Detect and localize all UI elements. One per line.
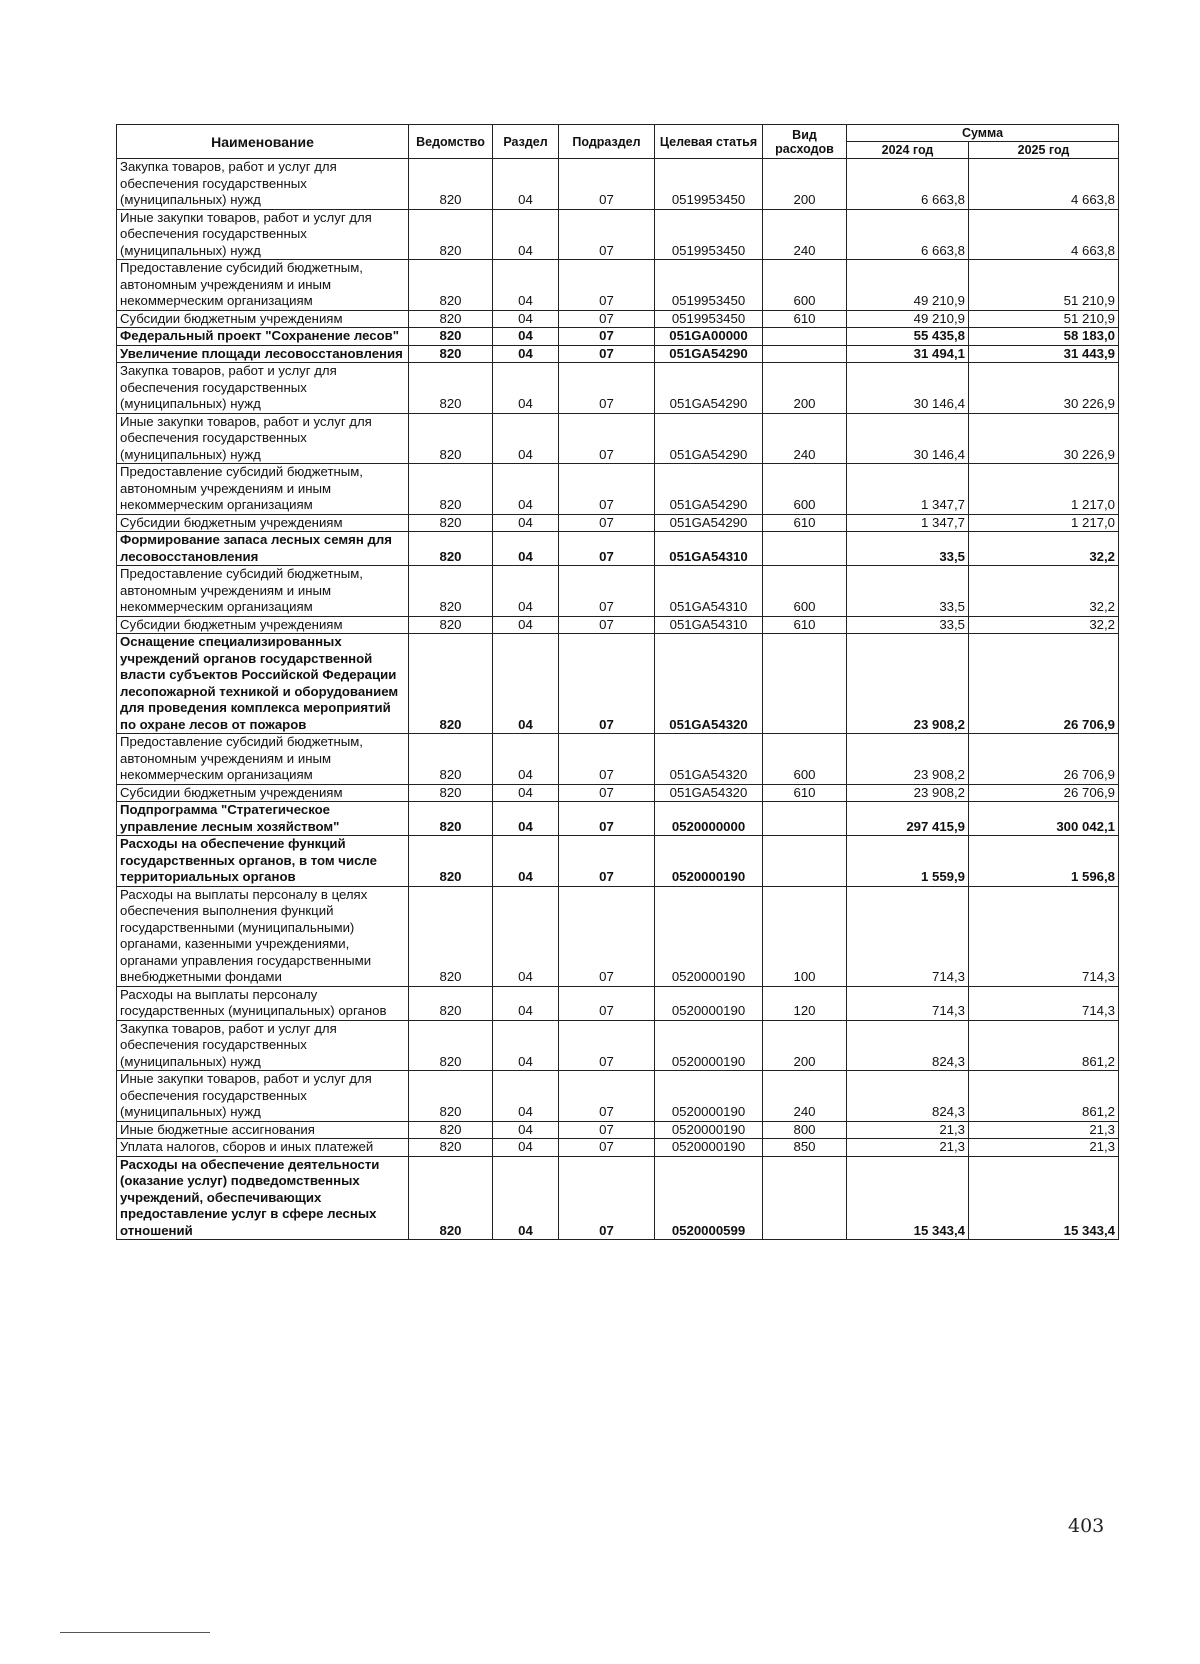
- row-amount-2025: 30 226,9: [969, 413, 1119, 464]
- row-section: 04: [493, 159, 559, 210]
- row-department: 820: [409, 1156, 493, 1240]
- table-row: [117, 566, 1119, 617]
- row-expense-type: 850: [763, 1139, 847, 1157]
- row-name: Увеличение площади лесовосстановления: [117, 345, 409, 363]
- row-amount-2024: 824,3: [847, 1071, 969, 1122]
- row-department: 820: [409, 345, 493, 363]
- row-department: 820: [409, 886, 493, 986]
- table-row: [117, 886, 1119, 986]
- row-section: 04: [493, 836, 559, 887]
- row-name: Предоставление субсидий бюджетным, автономным учреждениям и иным некоммерческим организациям: [117, 464, 409, 515]
- row-name: Иные закупки товаров, работ и услуг для обеспечения государственных (муниципальных) нужд: [117, 209, 409, 260]
- row-section: 04: [493, 986, 559, 1020]
- table-row: [117, 345, 1119, 363]
- row-expense-type: 600: [763, 566, 847, 617]
- row-name: Предоставление субсидий бюджетным, автономным учреждениям и иным некоммерческим организациям: [117, 260, 409, 311]
- table-row: [117, 1020, 1119, 1071]
- row-amount-2024: 23 908,2: [847, 734, 969, 785]
- row-target-item: 051GA54310: [655, 616, 763, 634]
- row-target-item: 051GA54290: [655, 514, 763, 532]
- row-amount-2024: 21,3: [847, 1121, 969, 1139]
- row-amount-2024: 6 663,8: [847, 159, 969, 210]
- table-row: [117, 1071, 1119, 1122]
- row-target-item: 051GA54320: [655, 734, 763, 785]
- row-target-item: 051GA54290: [655, 464, 763, 515]
- row-target-item: 0520000190: [655, 1071, 763, 1122]
- row-amount-2024: 1 347,7: [847, 464, 969, 515]
- row-subsection: 07: [559, 514, 655, 532]
- table-row: [117, 209, 1119, 260]
- row-target-item: 0520000190: [655, 986, 763, 1020]
- row-expense-type: [763, 532, 847, 566]
- row-section: 04: [493, 802, 559, 836]
- row-department: 820: [409, 310, 493, 328]
- row-section: 04: [493, 514, 559, 532]
- footnote-rule: [60, 1632, 210, 1633]
- table-row: [117, 802, 1119, 836]
- row-section: 04: [493, 260, 559, 311]
- row-section: 04: [493, 634, 559, 734]
- row-target-item: 051GA54290: [655, 363, 763, 414]
- row-department: 820: [409, 1121, 493, 1139]
- row-name: Предоставление субсидий бюджетным, автономным учреждениям и иным некоммерческим организациям: [117, 734, 409, 785]
- row-name: Уплата налогов, сборов и иных платежей: [117, 1139, 409, 1157]
- row-subsection: 07: [559, 566, 655, 617]
- row-section: 04: [493, 345, 559, 363]
- row-amount-2024: 49 210,9: [847, 260, 969, 311]
- row-section: 04: [493, 328, 559, 346]
- row-amount-2024: 31 494,1: [847, 345, 969, 363]
- row-subsection: 07: [559, 734, 655, 785]
- table-row: [117, 514, 1119, 532]
- row-subsection: 07: [559, 328, 655, 346]
- header-section: Раздел: [493, 125, 559, 159]
- row-amount-2025: 31 443,9: [969, 345, 1119, 363]
- row-section: 04: [493, 1139, 559, 1157]
- row-subsection: 07: [559, 886, 655, 986]
- table-row: [117, 532, 1119, 566]
- row-department: 820: [409, 986, 493, 1020]
- row-subsection: 07: [559, 802, 655, 836]
- header-year-2025: 2025 год: [969, 142, 1119, 159]
- row-target-item: 051GA54310: [655, 532, 763, 566]
- row-amount-2024: 33,5: [847, 532, 969, 566]
- row-amount-2025: 714,3: [969, 886, 1119, 986]
- row-department: 820: [409, 566, 493, 617]
- row-target-item: 0520000599: [655, 1156, 763, 1240]
- row-target-item: 051GA54320: [655, 634, 763, 734]
- row-expense-type: 240: [763, 413, 847, 464]
- row-section: 04: [493, 413, 559, 464]
- row-subsection: 07: [559, 209, 655, 260]
- row-target-item: 0519953450: [655, 260, 763, 311]
- row-department: 820: [409, 836, 493, 887]
- row-target-item: 051GA54320: [655, 784, 763, 802]
- row-name: Субсидии бюджетным учреждениям: [117, 784, 409, 802]
- row-name: Субсидии бюджетным учреждениям: [117, 514, 409, 532]
- row-subsection: 07: [559, 413, 655, 464]
- row-target-item: 0519953450: [655, 159, 763, 210]
- row-name: Иные закупки товаров, работ и услуг для обеспечения государственных (муниципальных) нужд: [117, 1071, 409, 1122]
- row-department: 820: [409, 363, 493, 414]
- row-section: 04: [493, 886, 559, 986]
- row-amount-2025: 21,3: [969, 1139, 1119, 1157]
- row-expense-type: [763, 802, 847, 836]
- row-name: Закупка товаров, работ и услуг для обеспечения государственных (муниципальных) нужд: [117, 1020, 409, 1071]
- row-amount-2025: 32,2: [969, 532, 1119, 566]
- table-row: [117, 310, 1119, 328]
- row-section: 04: [493, 1071, 559, 1122]
- row-amount-2025: 26 706,9: [969, 734, 1119, 785]
- row-amount-2025: 4 663,8: [969, 159, 1119, 210]
- row-subsection: 07: [559, 345, 655, 363]
- row-target-item: 051GA00000: [655, 328, 763, 346]
- table-body: [117, 159, 1119, 1240]
- row-department: 820: [409, 1020, 493, 1071]
- row-amount-2025: 15 343,4: [969, 1156, 1119, 1240]
- row-name: Субсидии бюджетным учреждениям: [117, 616, 409, 634]
- row-department: 820: [409, 413, 493, 464]
- row-subsection: 07: [559, 310, 655, 328]
- row-target-item: 0520000000: [655, 802, 763, 836]
- row-name: Иные закупки товаров, работ и услуг для обеспечения государственных (муниципальных) нужд: [117, 413, 409, 464]
- budget-table: [116, 124, 1119, 1240]
- table-row: [117, 616, 1119, 634]
- row-amount-2024: 21,3: [847, 1139, 969, 1157]
- row-subsection: 07: [559, 784, 655, 802]
- table-row: [117, 260, 1119, 311]
- header-amount: Сумма: [847, 125, 1119, 142]
- row-expense-type: 200: [763, 363, 847, 414]
- row-expense-type: 610: [763, 784, 847, 802]
- row-expense-type: [763, 1156, 847, 1240]
- row-expense-type: 120: [763, 986, 847, 1020]
- row-amount-2025: 51 210,9: [969, 260, 1119, 311]
- row-target-item: 051GA54310: [655, 566, 763, 617]
- row-section: 04: [493, 1121, 559, 1139]
- row-department: 820: [409, 1139, 493, 1157]
- row-section: 04: [493, 209, 559, 260]
- row-amount-2025: 714,3: [969, 986, 1119, 1020]
- row-subsection: 07: [559, 634, 655, 734]
- table-row: [117, 1156, 1119, 1240]
- row-department: 820: [409, 464, 493, 515]
- row-target-item: 0520000190: [655, 886, 763, 986]
- row-target-item: 0519953450: [655, 209, 763, 260]
- row-expense-type: 610: [763, 616, 847, 634]
- row-amount-2025: 51 210,9: [969, 310, 1119, 328]
- row-amount-2025: 1 217,0: [969, 514, 1119, 532]
- row-amount-2024: 714,3: [847, 986, 969, 1020]
- table-row: [117, 159, 1119, 210]
- row-target-item: 0520000190: [655, 1121, 763, 1139]
- row-department: 820: [409, 616, 493, 634]
- row-subsection: 07: [559, 159, 655, 210]
- row-amount-2025: 861,2: [969, 1020, 1119, 1071]
- table-row: [117, 836, 1119, 887]
- row-subsection: 07: [559, 1071, 655, 1122]
- row-target-item: 0520000190: [655, 836, 763, 887]
- row-amount-2024: 33,5: [847, 566, 969, 617]
- row-expense-type: 200: [763, 1020, 847, 1071]
- row-target-item: 0519953450: [655, 310, 763, 328]
- row-department: 820: [409, 514, 493, 532]
- row-subsection: 07: [559, 836, 655, 887]
- row-expense-type: 610: [763, 514, 847, 532]
- table-row: [117, 986, 1119, 1020]
- row-expense-type: 600: [763, 464, 847, 515]
- row-expense-type: [763, 345, 847, 363]
- table-row: [117, 363, 1119, 414]
- row-name: Закупка товаров, работ и услуг для обеспечения государственных (муниципальных) нужд: [117, 159, 409, 210]
- header-year-2024: 2024 год: [847, 142, 969, 159]
- row-amount-2024: 714,3: [847, 886, 969, 986]
- row-target-item: 051GA54290: [655, 413, 763, 464]
- table-row: [117, 464, 1119, 515]
- row-expense-type: [763, 836, 847, 887]
- row-department: 820: [409, 159, 493, 210]
- row-subsection: 07: [559, 260, 655, 311]
- row-amount-2025: 861,2: [969, 1071, 1119, 1122]
- row-department: 820: [409, 784, 493, 802]
- row-amount-2024: 33,5: [847, 616, 969, 634]
- row-subsection: 07: [559, 363, 655, 414]
- row-subsection: 07: [559, 532, 655, 566]
- row-expense-type: 800: [763, 1121, 847, 1139]
- row-subsection: 07: [559, 1020, 655, 1071]
- row-subsection: 07: [559, 986, 655, 1020]
- header-name: Наименование: [117, 125, 409, 159]
- row-amount-2024: 49 210,9: [847, 310, 969, 328]
- row-target-item: 0520000190: [655, 1139, 763, 1157]
- row-department: 820: [409, 328, 493, 346]
- row-section: 04: [493, 464, 559, 515]
- table-row: [117, 413, 1119, 464]
- row-name: Расходы на выплаты персоналу в целях обеспечения выполнения функций государственными (муниципальными) органами, казенными учреждениями, органами управления государственными внебюджетными фондами: [117, 886, 409, 986]
- row-amount-2024: 1 559,9: [847, 836, 969, 887]
- row-name: Оснащение специализированных учреждений органов государственной власти субъектов Российской Федерации лесопожарной техникой и оборудованием для проведения комплекса мероприятий по охране лесов от пожаров: [117, 634, 409, 734]
- row-expense-type: [763, 634, 847, 734]
- table-row: [117, 1139, 1119, 1157]
- row-amount-2025: 1 217,0: [969, 464, 1119, 515]
- header-subsection: Подраздел: [559, 125, 655, 159]
- row-section: 04: [493, 784, 559, 802]
- row-expense-type: [763, 328, 847, 346]
- row-amount-2025: 4 663,8: [969, 209, 1119, 260]
- row-amount-2024: 6 663,8: [847, 209, 969, 260]
- row-expense-type: 100: [763, 886, 847, 986]
- row-name: Субсидии бюджетным учреждениям: [117, 310, 409, 328]
- row-amount-2024: 55 435,8: [847, 328, 969, 346]
- row-name: Федеральный проект "Сохранение лесов": [117, 328, 409, 346]
- row-amount-2024: 297 415,9: [847, 802, 969, 836]
- table-row: [117, 784, 1119, 802]
- row-section: 04: [493, 734, 559, 785]
- row-expense-type: 200: [763, 159, 847, 210]
- row-amount-2025: 26 706,9: [969, 634, 1119, 734]
- row-amount-2025: 32,2: [969, 566, 1119, 617]
- row-name: Иные бюджетные ассигнования: [117, 1121, 409, 1139]
- row-expense-type: 240: [763, 209, 847, 260]
- row-target-item: 0520000190: [655, 1020, 763, 1071]
- table-row: [117, 734, 1119, 785]
- row-amount-2025: 21,3: [969, 1121, 1119, 1139]
- row-amount-2024: 1 347,7: [847, 514, 969, 532]
- row-subsection: 07: [559, 464, 655, 515]
- row-subsection: 07: [559, 1121, 655, 1139]
- row-department: 820: [409, 260, 493, 311]
- row-name: Формирование запаса лесных семян для лесовосстановления: [117, 532, 409, 566]
- header-target-item: Целевая статья: [655, 125, 763, 159]
- row-section: 04: [493, 532, 559, 566]
- row-name: Закупка товаров, работ и услуг для обеспечения государственных (муниципальных) нужд: [117, 363, 409, 414]
- row-amount-2025: 32,2: [969, 616, 1119, 634]
- row-subsection: 07: [559, 616, 655, 634]
- row-expense-type: 610: [763, 310, 847, 328]
- row-section: 04: [493, 1020, 559, 1071]
- row-amount-2025: 30 226,9: [969, 363, 1119, 414]
- row-department: 820: [409, 734, 493, 785]
- row-department: 820: [409, 209, 493, 260]
- row-amount-2024: 23 908,2: [847, 784, 969, 802]
- row-section: 04: [493, 1156, 559, 1240]
- row-name: Расходы на выплаты персоналу государственных (муниципальных) органов: [117, 986, 409, 1020]
- row-target-item: 051GA54290: [655, 345, 763, 363]
- row-name: Расходы на обеспечение функций государственных органов, в том числе территориальных органов: [117, 836, 409, 887]
- row-amount-2025: 300 042,1: [969, 802, 1119, 836]
- row-amount-2024: 23 908,2: [847, 634, 969, 734]
- row-amount-2025: 1 596,8: [969, 836, 1119, 887]
- row-section: 04: [493, 566, 559, 617]
- header-department: Ведомство: [409, 125, 493, 159]
- row-subsection: 07: [559, 1139, 655, 1157]
- row-section: 04: [493, 310, 559, 328]
- row-subsection: 07: [559, 1156, 655, 1240]
- row-department: 820: [409, 1071, 493, 1122]
- row-amount-2025: 26 706,9: [969, 784, 1119, 802]
- row-expense-type: 240: [763, 1071, 847, 1122]
- row-amount-2024: 824,3: [847, 1020, 969, 1071]
- header-expense-type: Вид расходов: [763, 125, 847, 159]
- row-amount-2024: 30 146,4: [847, 363, 969, 414]
- row-amount-2025: 58 183,0: [969, 328, 1119, 346]
- table-row: [117, 328, 1119, 346]
- row-amount-2024: 15 343,4: [847, 1156, 969, 1240]
- row-expense-type: 600: [763, 734, 847, 785]
- row-name: Расходы на обеспечение деятельности (оказание услуг) подведомственных учреждений, обеспечивающих предоставление услуг в сфере лесных отношений: [117, 1156, 409, 1240]
- table-row: [117, 634, 1119, 734]
- row-department: 820: [409, 802, 493, 836]
- row-section: 04: [493, 616, 559, 634]
- row-expense-type: 600: [763, 260, 847, 311]
- row-name: Подпрограмма "Стратегическое управление лесным хозяйством": [117, 802, 409, 836]
- row-department: 820: [409, 634, 493, 734]
- row-name: Предоставление субсидий бюджетным, автономным учреждениям и иным некоммерческим организациям: [117, 566, 409, 617]
- table-row: [117, 1121, 1119, 1139]
- row-section: 04: [493, 363, 559, 414]
- row-amount-2024: 30 146,4: [847, 413, 969, 464]
- row-department: 820: [409, 532, 493, 566]
- page-number: 403: [1068, 1515, 1105, 1537]
